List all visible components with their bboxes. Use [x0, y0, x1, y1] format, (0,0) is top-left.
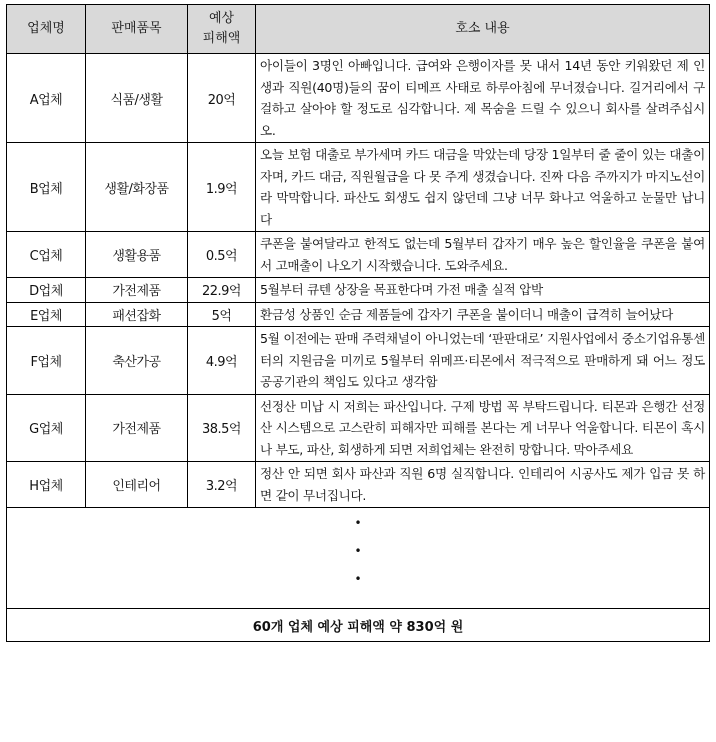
category-cell: 가전제품 — [86, 394, 188, 462]
category-cell: 생활/화장품 — [86, 143, 188, 232]
complaint-cell: 쿠폰을 붙여달라고 한적도 없는데 5월부터 갑자기 매우 높은 할인율을 쿠폰을 붙여서 고매출이 나오기 시작했습니다. 도와주세요. — [256, 232, 710, 278]
complaint-cell: 환금성 상품인 순금 제품들에 갑자기 쿠폰을 붙이더니 매출이 급격히 늘어났다 — [256, 302, 710, 327]
header-company: 업체명 — [7, 5, 86, 54]
category-cell: 생활용품 — [86, 232, 188, 278]
table-row — [7, 54, 710, 143]
header-damage-line2: 피해액 — [202, 31, 241, 46]
ellipsis-cell — [7, 508, 710, 609]
complaint-cell: 5월 이전에는 판매 주력채널이 아니었는데 ‘판판대로’ 지원사업에서 중소기업유통센터의 지원금을 미끼로 5월부터 위메프·티몬에서 적극적으로 판매하게 돼 어느 정도 공공기관의 책임도 있다고 생각함 — [256, 327, 710, 395]
damage-cell: 22.9억 — [188, 278, 256, 303]
company-cell: E업체 — [7, 302, 86, 327]
table-row — [7, 462, 710, 508]
complaint-cell: 5월부터 큐텐 상장을 목표한다며 가전 매출 실적 압박 — [256, 278, 710, 303]
ellipsis-dot: • — [354, 572, 362, 586]
damage-cell: 4.9억 — [188, 327, 256, 395]
category-cell: 인테리어 — [86, 462, 188, 508]
header-damage-line1: 예상 — [208, 11, 235, 26]
table-row — [7, 302, 710, 327]
category-cell: 패션잡화 — [86, 302, 188, 327]
table-row — [7, 143, 710, 232]
company-cell: D업체 — [7, 278, 86, 303]
table-row — [7, 394, 710, 462]
company-cell: B업체 — [7, 143, 86, 232]
category-cell: 가전제품 — [86, 278, 188, 303]
damage-cell: 20억 — [188, 54, 256, 143]
damage-cell: 38.5억 — [188, 394, 256, 462]
company-cell: A업체 — [7, 54, 86, 143]
header-category: 판매품목 — [86, 5, 188, 54]
company-cell: C업체 — [7, 232, 86, 278]
total-row — [7, 609, 710, 642]
header-row — [7, 5, 710, 54]
complaint-cell: 아이들이 3명인 아빠입니다. 급여와 은행이자를 못 내서 14년 동안 키워왔던 제 인생과 직원(40명)들의 꿈이 티메프 사태로 하루아침에 무너졌습니다. 길거리에서 구걸하고 살아야 할 정도로 심각합니다. 제 목숨을 드릴 수 있으니 회사를 살려주십시오. — [256, 54, 710, 143]
ellipsis-dot: • — [354, 544, 362, 558]
header-damage — [188, 5, 256, 54]
company-cell: H업체 — [7, 462, 86, 508]
category-cell: 축산가공 — [86, 327, 188, 395]
table-row — [7, 232, 710, 278]
damage-cell: 1.9억 — [188, 143, 256, 232]
table-row — [7, 327, 710, 395]
total-cell: 60개 업체 예상 피해액 약 830억 원 — [7, 609, 710, 642]
complaint-cell: 정산 안 되면 회사 파산과 직원 6명 실직합니다. 인테리어 시공사도 제가 입금 못 하면 같이 무너집니다. — [256, 462, 710, 508]
company-cell: G업체 — [7, 394, 86, 462]
category-cell: 식품/생활 — [86, 54, 188, 143]
complaint-table — [6, 4, 710, 642]
ellipsis-row — [7, 508, 710, 609]
header-complaint: 호소 내용 — [256, 5, 710, 54]
complaint-cell: 오늘 보험 대출로 부가세며 카드 대금을 막았는데 당장 1일부터 줄 줄이 있는 대출이자며, 카드 대금, 직원월급을 다 못 주게 생겼습니다. 진짜 다음 주까지가 마지노선이라 막막합니다. 파산도 회생도 쉽지 않던데 그냥 너무 화나고 억울하고 눈물만 납니다 — [256, 143, 710, 232]
damage-cell: 3.2억 — [188, 462, 256, 508]
table-row — [7, 278, 710, 303]
damage-cell: 5억 — [188, 302, 256, 327]
company-cell: F업체 — [7, 327, 86, 395]
ellipsis-dot: • — [354, 516, 362, 530]
complaint-cell: 선정산 미납 시 저희는 파산입니다. 구제 방법 꼭 부탁드립니다. 티몬과 은행간 선정산 시스템으로 고스란히 피해자만 피해를 본다는 게 너무나 억울합니다. 티몬이 혹시나 부도, 파산, 회생하게 되면 저희업체는 완전히 망합니다. 막아주세요 — [256, 394, 710, 462]
damage-cell: 0.5억 — [188, 232, 256, 278]
